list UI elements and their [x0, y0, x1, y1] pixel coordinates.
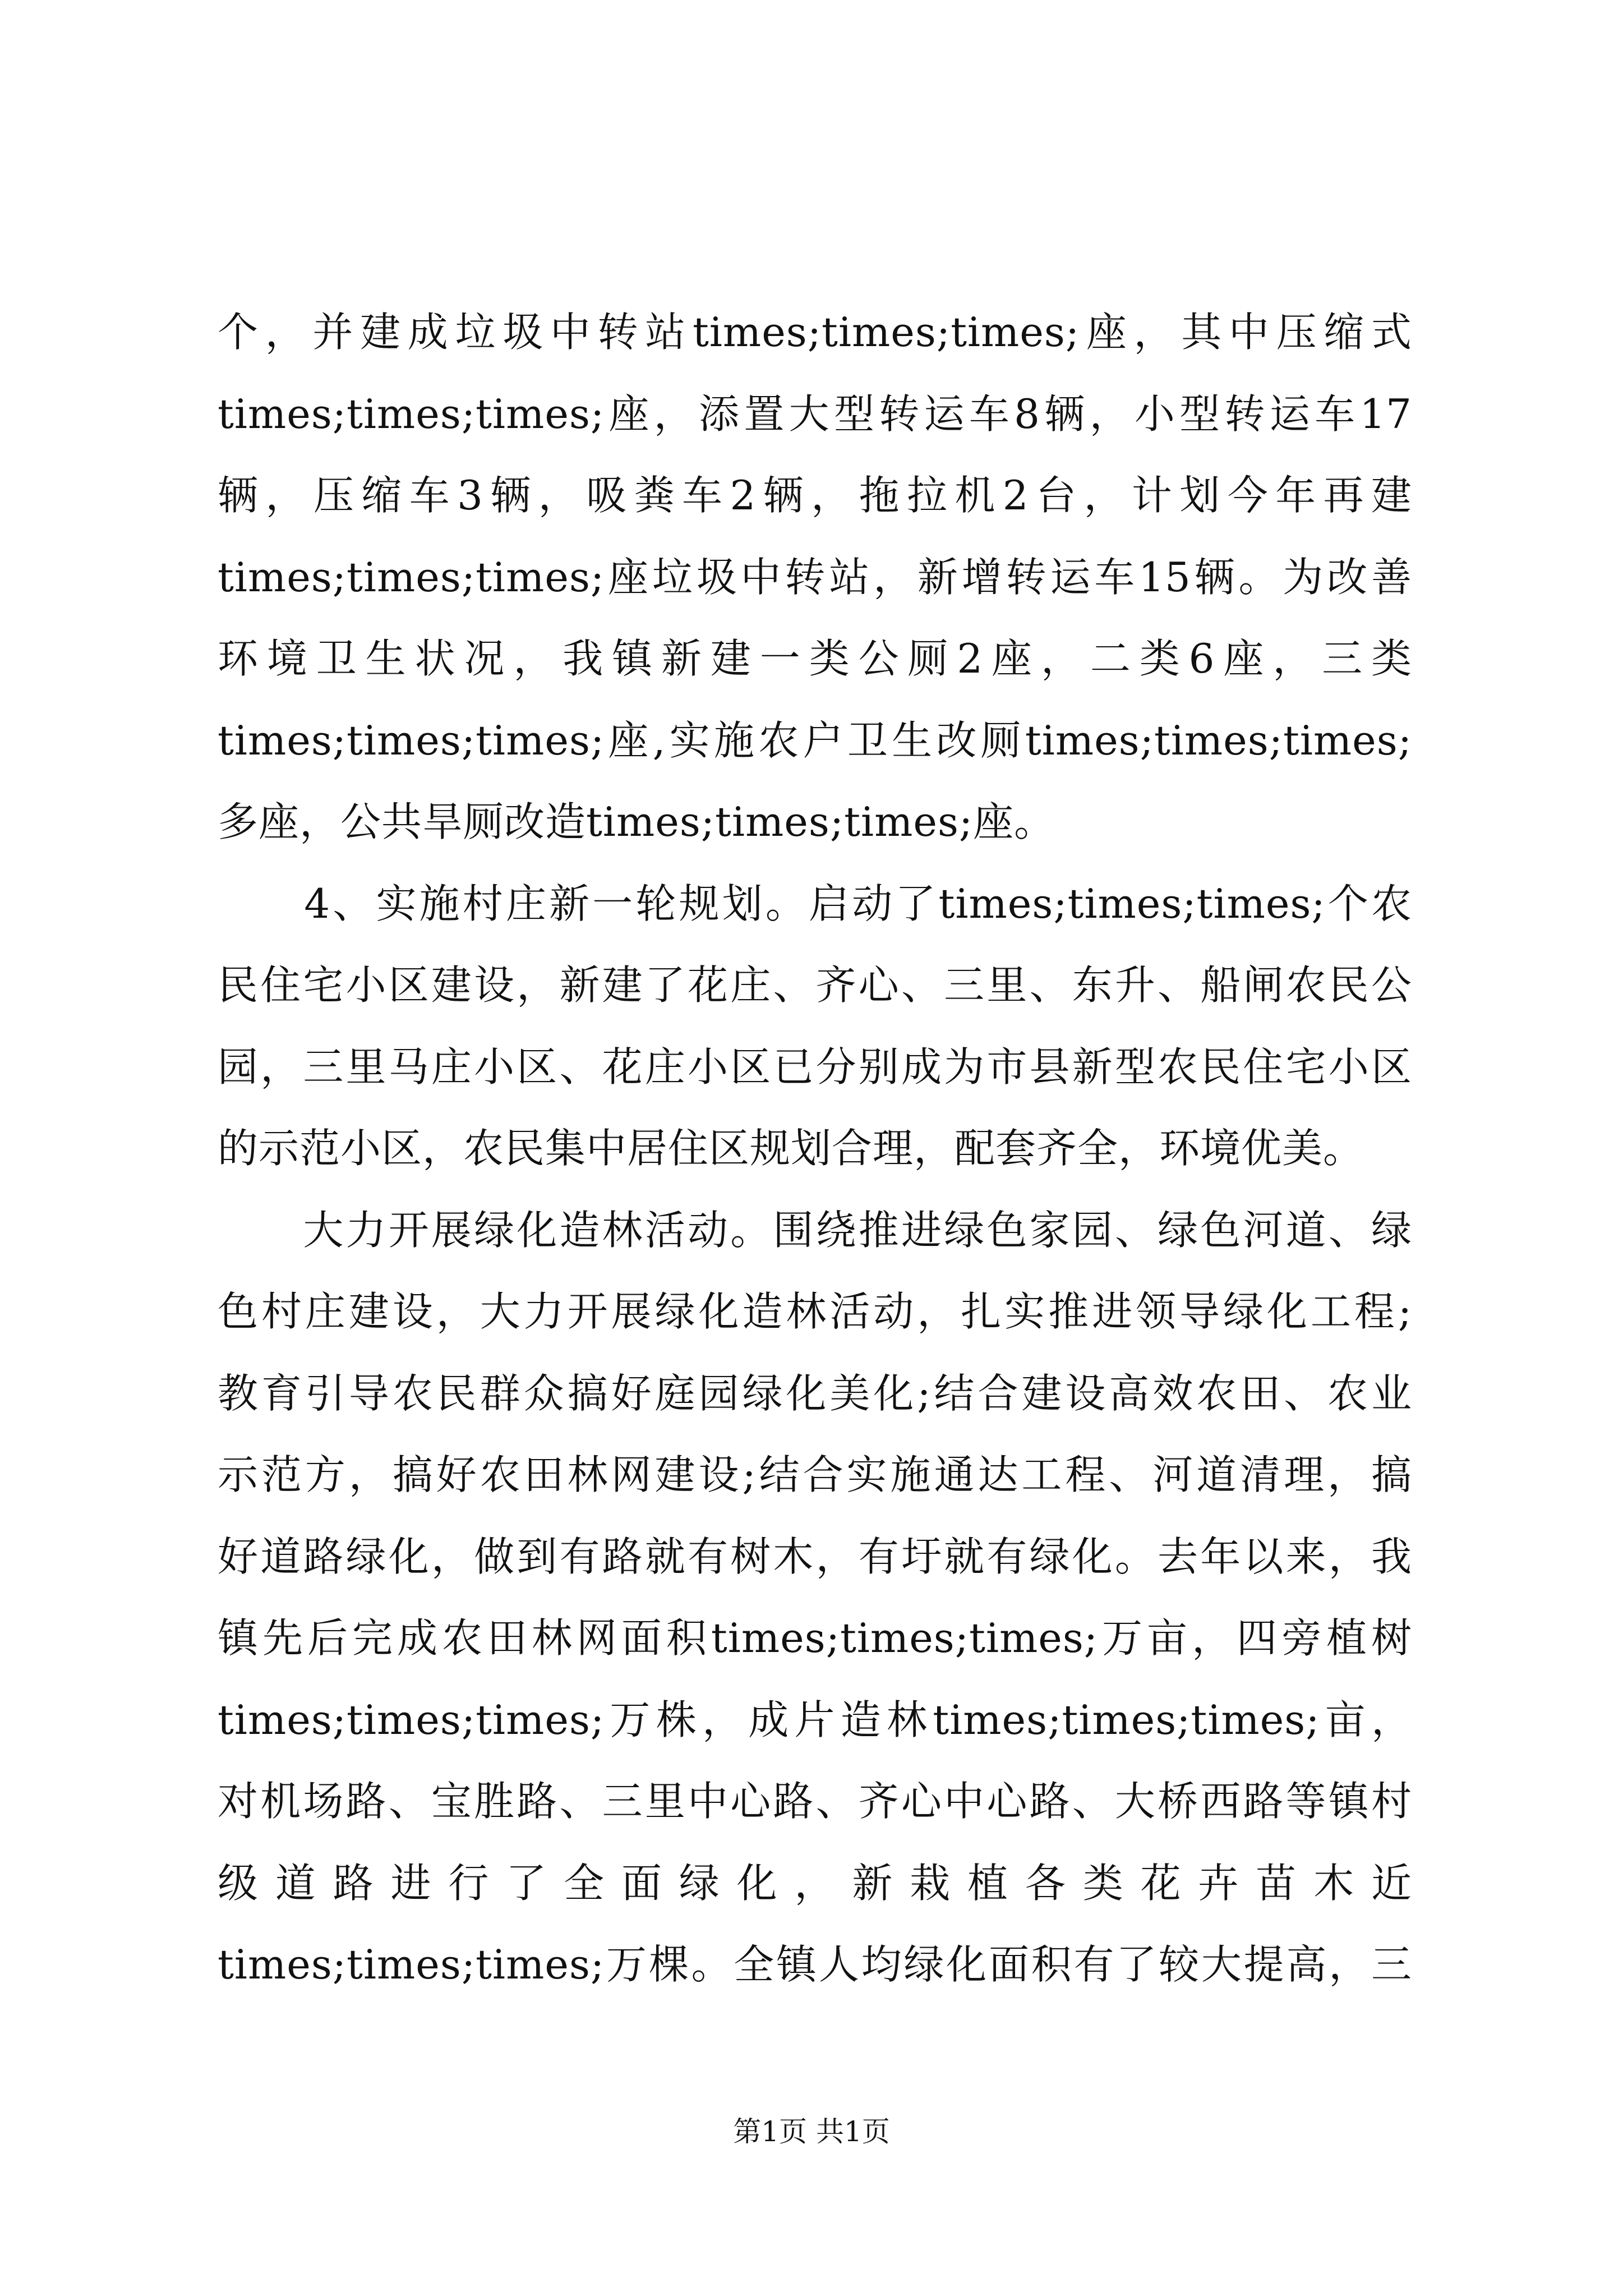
text-line: 个，并建成垃圾中转站times;times;times;座，其中压缩式 — [218, 309, 1412, 356]
text-line: times;times;times;万株，成片造林times;times;times;亩， — [218, 1696, 1412, 1743]
text-line: 园，三里马庄小区、花庄小区已分别成为市县新型农民住宅小区 — [218, 1043, 1412, 1091]
text-line: 4、实施村庄新一轮规划。启动了times;times;times;个农 — [218, 880, 1412, 927]
text-line: times;times;times;座,实施农户卫生改厕times;times;times; — [218, 716, 1412, 764]
text-line: 好道路绿化，做到有路就有树木，有圩就有绿化。去年以来，我 — [218, 1533, 1412, 1580]
text-line: 对机场路、宝胜路、三里中心路、齐心中心路、大桥西路等镇村 — [218, 1778, 1412, 1825]
text-line: 色村庄建设，大力开展绿化造林活动，扎实推进领导绿化工程; — [218, 1288, 1412, 1335]
document-body — [218, 292, 1412, 2006]
text-line: 民住宅小区建设，新建了花庄、齐心、三里、东升、船闸农民公 — [218, 961, 1412, 1009]
text-line: times;times;times;座，添置大型转运车8辆，小型转运车17 — [218, 390, 1412, 438]
text-line: 多座，公共旱厕改造times;times;times;座。 — [218, 798, 1055, 845]
text-line: times;times;times;座垃圾中转站，新增转运车15辆。为改善 — [218, 553, 1412, 601]
text-line: 的示范小区，农民集中居住区规划合理，配套齐全，环境优美。 — [218, 1125, 1364, 1172]
text-line: times;times;times;万棵。全镇人均绿化面积有了较大提高，三 — [218, 1941, 1412, 1988]
text-line: 级道路进行了全面绿化，新栽植各类花卉苗木近 — [218, 1859, 1412, 1907]
text-line: 教育引导农民群众搞好庭园绿化美化;结合建设高效农田、农业 — [218, 1369, 1412, 1417]
text-line: 辆，压缩车3辆，吸粪车2辆，拖拉机2台，计划今年再建 — [218, 472, 1412, 519]
text-line: 环境卫生状况，我镇新建一类公厕2座，二类6座，三类 — [218, 635, 1412, 682]
page-footer: 第1页 共1页 — [733, 2115, 890, 2148]
text-line: 示范方，搞好农田林网建设;结合实施通达工程、河道清理，搞 — [218, 1451, 1412, 1498]
text-line: 镇先后完成农田林网面积times;times;times;万亩，四旁植树 — [218, 1614, 1412, 1662]
text-line: 大力开展绿化造林活动。围绕推进绿色家园、绿色河道、绿 — [218, 1206, 1412, 1254]
